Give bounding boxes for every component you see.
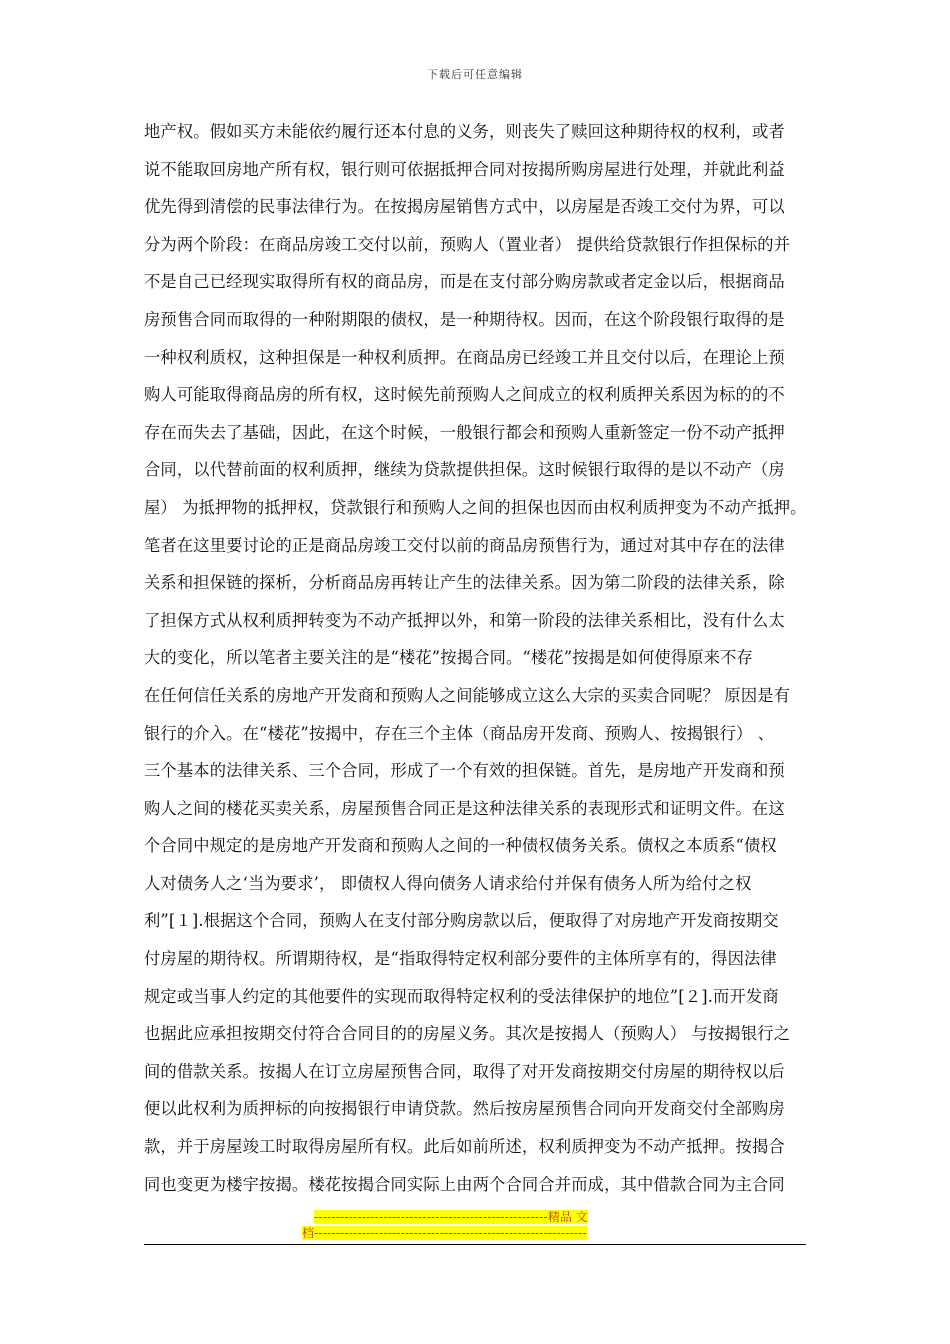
body-line-18: 三个基本的法律关系、三个合同，形成了一个有效的担保链。首先，是房地产开发商和预 [144,761,785,781]
body-line-25: 也据此应承担按期交付符合合同目的的房屋义务。其次是按揭人（预购人） 与按揭银行之 [144,1024,791,1044]
body-line-23: 付房屋的期待权。所谓期待权，是“指取得特定权利部分要件的主体所享有的，得因法律 [144,949,777,969]
body-line-16: 在任何信任关系的房地产开发商和预购人之间能够成立这么大宗的买卖合同呢？ 原因是有 [144,685,791,705]
body-line-24: 规定或当事人约定的其他要件的实现而取得特定权利的受法律保护的地位”[２].而开发商 [144,986,779,1006]
body-line-26: 间的借款关系。按揭人在订立房屋预售合同，取得了对开发商按期交付房屋的期待权以后 [144,1061,785,1081]
footer-line-2 [302,1225,648,1241]
body-line-27: 便以此权利为质押标的向按揭银行申请贷款。然后按房屋预售合同向开发商交付全部购房 [144,1099,785,1119]
body-line-11: 屋） 为抵押物的抵押权，贷款银行和预购人之间的担保也因而由权利质押变为不动产抵押。 [144,497,807,517]
body-line-14: 了担保方式从权利质押转变为不动产抵押以外，和第一阶段的法律关系相比，没有什么太 [144,610,785,630]
body-line-10: 合同，以代替前面的权利质押，继续为贷款提供担保。这时候银行取得的是以不动产（房 [144,460,785,480]
body-line-13: 关系和担保链的探析，分析商品房再转让产生的法律关系。因为第二阶段的法律关系，除 [144,573,785,593]
body-line-19: 购人之间的楼花买卖关系，房屋预售合同正是这种法律关系的表现形式和证明文件。在这 [144,798,785,818]
body-line-1: 地产权。假如买方未能依约履行还本付息的义务，则丧失了赎回这种期待权的权利，或者 [144,122,785,141]
footer-watermark [302,1209,648,1241]
body-line-20: 个合同中规定的是房地产开发商和预购人之间的一种债权债务关系。债权之本质系“债权 [144,836,777,856]
body-line-15: 大的变化，所以笔者主要关注的是“楼花”按揭合同。“楼花”按揭是如何使得原来不存 [144,648,753,668]
body-line-4: 分为两个阶段：在商品房竣工交付以前，预购人（置业者） 提供给贷款银行作担保标的并 [144,234,791,254]
body-line-21: 人对债务人之‘当为要求’， 即债权人得向债务人请求给付并保有债务人所为给付之权 [144,873,752,893]
body-line-5: 不是自己已经现实取得所有权的商品房，而是在支付部分购房款或者定金以后，根据商品 [144,272,785,292]
body-line-28: 款，并于房屋竣工时取得房屋所有权。此后如前所述，权利质押变为不动产抵押。按揭合 [144,1137,785,1157]
body-line-3: 优先得到清偿的民事法律行为。在按揭房屋销售方式中，以房屋是否竣工交付为界，可以 [144,197,785,217]
body-line-2: 说不能取回房地产所有权，银行则可依据抵押合同对按揭所购房屋进行处理，并就此利益 [144,159,785,179]
body-line-12: 笔者在这里要讨论的正是商品房竣工交付以前的商品房预售行为，通过对其中存在的法律 [144,535,785,555]
footer-divider [144,1244,806,1245]
body-line-29: 同也变更为楼宇按揭。楼花按揭合同实际上由两个合同合并而成，其中借款合同为主合同 [144,1174,785,1194]
footer-line-1 [302,1209,648,1225]
page-header: 下载后可任意编辑 [427,68,523,81]
body-line-8: 购人可能取得商品房的所有权，这时候先前预购人之间成立的权利质押关系因为标的的不 [144,385,785,405]
document-body [144,113,814,1203]
body-line-6: 房预售合同而取得的一种附期限的债权，是一种期待权。因而，在这个阶段银行取得的是 [144,309,785,329]
body-line-17: 银行的介入。在“楼花”按揭中，存在三个主体（商品房开发商、预购人、按揭银行） 、 [144,723,775,743]
footer-line-1-text: ------------------------------------------------------精品 文 [314,1210,588,1224]
body-line-22: 利”[１].根据这个合同，预购人在支付部分购房款以后，便取得了对房地产开发商按期交 [144,911,779,931]
body-line-7: 一种权利质权，这种担保是一种权利质押。在商品房已经竣工并且交付以后，在理论上预 [144,347,785,367]
body-line-9: 存在而失去了基础，因此，在这个时候，一般银行都会和预购人重新签定一份不动产抵押 [144,422,785,442]
footer-line-2-text: 档--------------------------------------------------------------- [302,1226,587,1240]
